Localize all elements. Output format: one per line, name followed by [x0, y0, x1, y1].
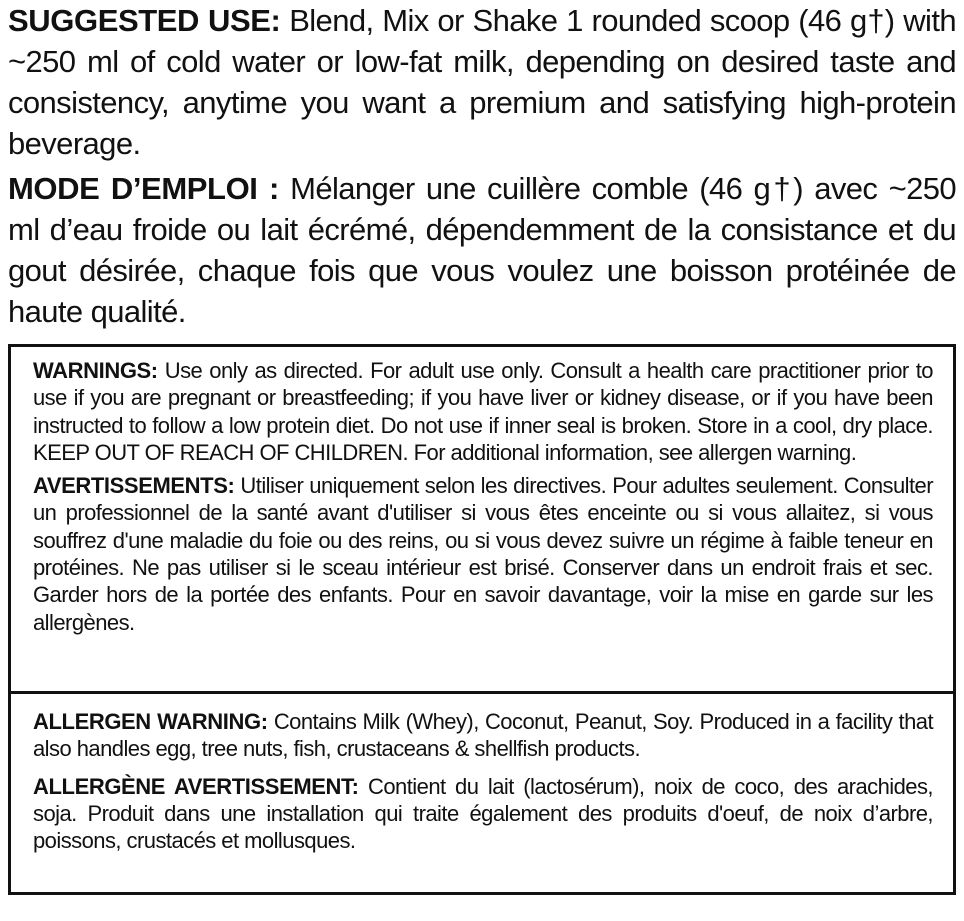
warnings-box [8, 344, 956, 694]
suggested-use-text: Blend, Mix or Shake 1 rounded scoop (46 g†) with ~250 ml of cold water or low-fat milk, depending on desired taste and consistency, anytime you want a premium and satisfying high-protein beverage. [8, 3, 956, 161]
warnings-heading: WARNINGS: [33, 358, 158, 383]
allergene-avertissement-heading: ALLERGÈNE AVERTISSEMENT: [33, 773, 359, 799]
suggested-use-paragraph [8, 0, 956, 164]
allergen-warning-text: Contains Milk (Whey), Coconut, Peanut, Soy. Produced in a facility that also handles egg, tree nuts, fish, crustaceans & shellfish products. [33, 709, 934, 762]
usage-section [8, 0, 956, 332]
warnings-text: Use only as directed. For adult use only. Consult a health care practitioner prior to use if you are pregnant or breastfeeding; if you have liver or kidney disease, or if you have been instructed to follow a low protein diet. Do not use if inner seal is broken. Store in a cool, dry place. KEEP OUT OF REACH OF CHILDREN. For additional information, see allergen warning. [33, 358, 933, 465]
mode-emploi-paragraph [8, 168, 956, 332]
mode-emploi-heading: MODE D’EMPLOI : [8, 171, 279, 206]
avertissements-text: Utiliser uniquement selon les directives. Pour adultes seulement. Consulter un professionnel de la santé avant d'utiliser si vous êtes enceinte ou si vous allaitez, si vous souffrez d'une maladie du foie ou des reins, ou si vous devez suivre un régime à faible teneur en protéines. Ne pas utiliser si le sceau intérieur est brisé. Conserver dans un endroit frais et sec. Garder hors de la portée des enfants. Pour en savoir davantage, voir la mise en garde sur les allergènes. [33, 473, 933, 635]
mode-emploi-text: Mélanger une cuillère comble (46 g†) avec ~250 ml d’eau froide ou lait écrémé, dépendemment de la consistance et du gout désirée, chaque fois que vous voulez une boisson protéinée de haute qualité. [8, 171, 957, 329]
allergene-avertissement-text: Contient du lait (lactosérum), noix de coco, des arachides, soja. Produit dans une installation qui traite également des produits d'oeuf, de noix d’arbre, poissons, crustacés et mollusques. [33, 773, 933, 854]
avertissements-paragraph [33, 472, 933, 636]
allergen-warning-heading: ALLERGEN WARNING: [33, 709, 268, 734]
warnings-paragraph [33, 357, 933, 466]
allergen-warning-paragraph [33, 708, 933, 763]
allergene-avertissement-paragraph [33, 773, 933, 855]
suggested-use-heading: SUGGESTED USE: [8, 3, 281, 38]
avertissements-heading: AVERTISSEMENTS: [33, 473, 235, 499]
allergen-box [8, 691, 956, 895]
